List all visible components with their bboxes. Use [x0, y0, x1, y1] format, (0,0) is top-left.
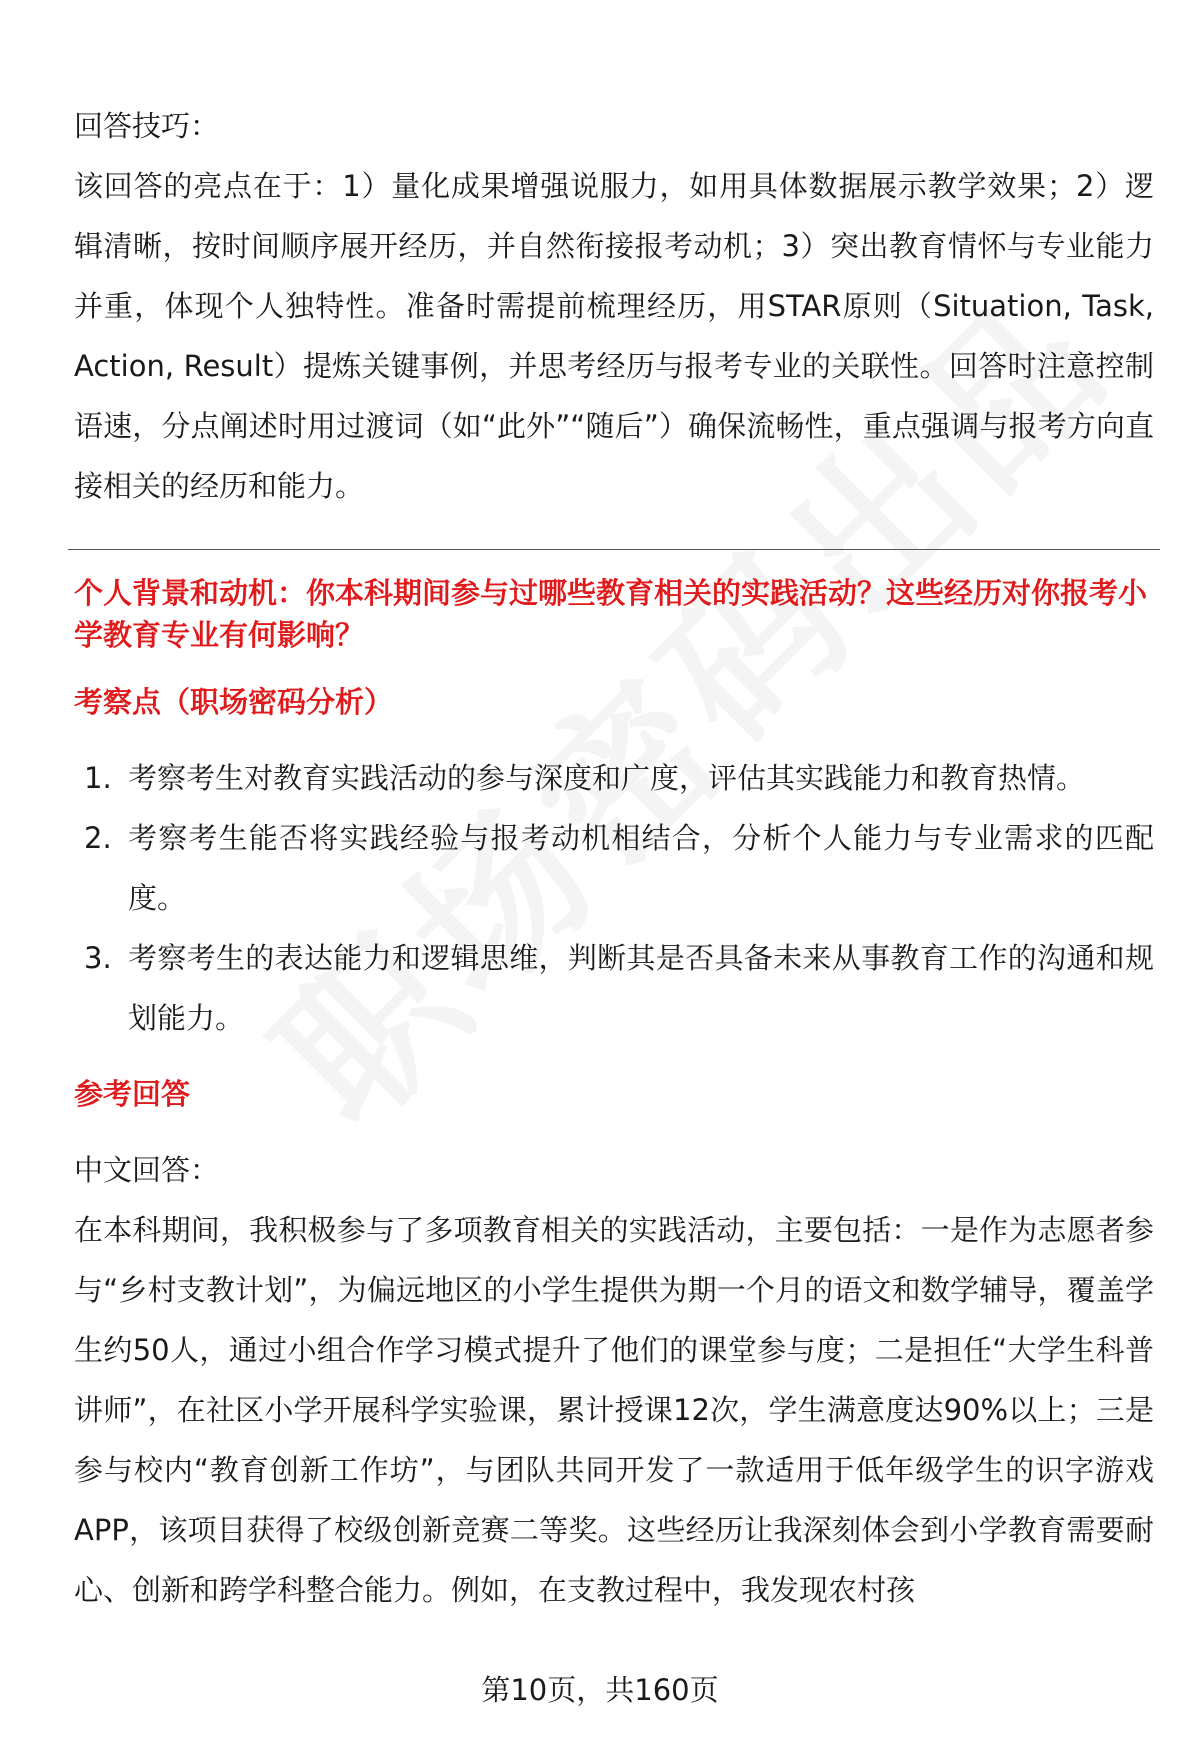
answer-label: 中文回答： [74, 1153, 220, 1187]
list-item-number: 3. [84, 941, 112, 975]
list-item-text: 考察考生对教育实践活动的参与深度和广度，评估其实践能力和教育热情。 [128, 761, 1086, 795]
list-item-number: 1. [84, 761, 112, 795]
answer-body: 在本科期间，我积极参与了多项教育相关的实践活动，主要包括：一是作为志愿者参与“乡村支教计划”，为偏远地区的小学生提供为期一个月的语文和数学辅导，覆盖学生约50人，通过小组合作学习模式提升了他们的课堂参与度；二是担任“大学生科普讲师”，在社区小学开展科学实验课，累计授课12次，学生满意度达90%以上；三是参与校内“教育创新工作坊”，与团队共同开发了一款适用于低年级学生的识字游戏APP，该项目获得了校级创新竞赛二等奖。这些经历让我深刻体会到小学教育需要耐心、创新和跨学科整合能力。例如，在支教过程中，我发现农村孩 [74, 1213, 1154, 1607]
list-item-text: 考察考生的表达能力和逻辑思维，判断其是否具备未来从事教育工作的沟通和规划能力。 [128, 941, 1154, 1035]
section-divider [68, 549, 1160, 550]
question-title: 个人背景和动机：你本科期间参与过哪些教育相关的实践活动？这些经历对你报考小学教育专业有何影响？ [74, 576, 1148, 652]
reference-heading: 参考回答 [74, 1077, 191, 1111]
focus-heading: 考察点（职场密码分析） [74, 685, 394, 719]
list-item [74, 748, 1154, 808]
list-item [74, 808, 1154, 928]
list-item [74, 928, 1154, 1048]
list-item-number: 2. [84, 821, 112, 855]
tips-body: 该回答的亮点在于：1）量化成果增强说服力，如用具体数据展示教学效果；2）逻辑清晰，按时间顺序展开经历，并自然衔接报考动机；3）突出教育情怀与专业能力并重，体现个人独特性。准备时需提前梳理经历，用STAR原则（Situation, Task, Action, Result）提炼关键事例，并思考经历与报考专业的关联性。回答时注意控制语速，分点阐述时用过渡词（如“此外”“随后”）确保流畅性，重点强调与报考方向直接相关的经历和能力。 [74, 169, 1154, 503]
page-content [74, 96, 1154, 1620]
page-footer: 第10页，共160页 [481, 1673, 719, 1707]
tips-label: 回答技巧： [74, 109, 220, 143]
focus-points-list [74, 748, 1154, 1048]
list-item-text: 考察考生能否将实践经验与报考动机相结合，分析个人能力与专业需求的匹配度。 [128, 821, 1154, 915]
